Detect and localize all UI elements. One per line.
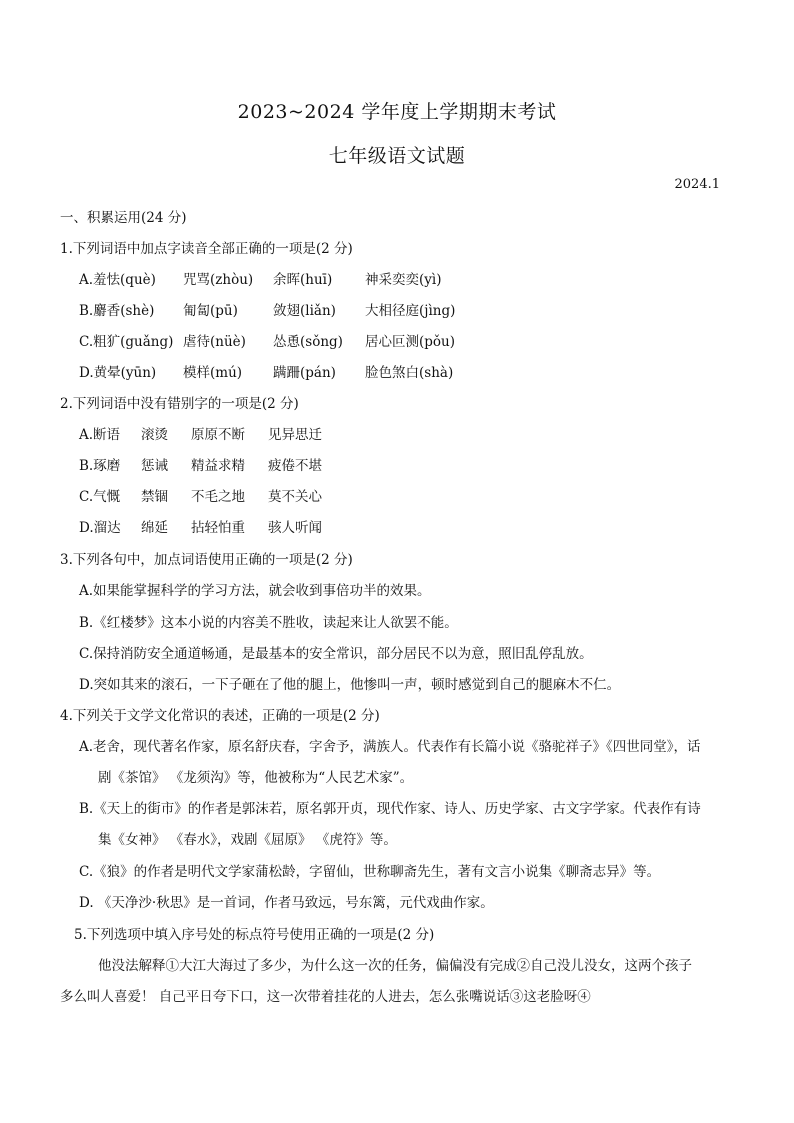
word: 骇人听闻 [268, 520, 322, 536]
word: 怂恿(sǒng) [273, 334, 343, 350]
word: 神采奕奕(yì) [365, 272, 442, 288]
word: A.羞怯(què) [79, 272, 156, 288]
word: B.琢磨 [79, 458, 121, 474]
exam-subtitle: 七年级语文试题 [328, 145, 466, 167]
question-2-option-d [79, 519, 759, 537]
section-heading: 一、积累运用(24 分) [60, 210, 187, 226]
question-5-stem: 5.下列选项中填入序号处的标点符号使用正确的一项是(2 分) [74, 927, 435, 943]
word: A.断语 [79, 427, 121, 443]
word: 疲倦不堪 [268, 458, 322, 474]
word: 见异思迁 [268, 427, 322, 443]
word: 惩诫 [141, 458, 168, 474]
question-1-option-c [79, 333, 759, 351]
word: D.溜达 [79, 520, 121, 536]
question-3-option-b: B.《红楼梦》这本小说的内容美不胜收，读起来让人欲罢不能。 [79, 615, 458, 631]
word: C.气慨 [79, 489, 121, 505]
word: 禁锢 [141, 489, 168, 505]
word: B.麝香(shè) [79, 303, 155, 319]
question-2-stem: 2.下列词语中没有错别字的一项是(2 分) [60, 396, 299, 412]
question-4-option-b: B.《天上的街市》的作者是郭沫若，原名郭开贞，现代作家、诗人、历史学家、古文字学家。代表作有诗 [79, 801, 701, 817]
question-3-stem: 3.下列各句中，加点词语使用正确的一项是(2 分) [60, 552, 353, 568]
word: 精益求精 [191, 458, 245, 474]
question-3-option-a: A.如果能掌握科学的学习方法，就会收到事倍功半的效果。 [79, 583, 431, 599]
word: 不毛之地 [191, 489, 245, 505]
word: 脸色煞白(shà) [365, 365, 454, 381]
question-4-option-d: D. 《天净沙·秋思》是一首词，作者马致远，号东篱，元代戏曲作家。 [79, 895, 494, 911]
word: 居心叵测(pǒu) [365, 334, 455, 350]
word: 原原不断 [191, 427, 245, 443]
word: 莫不关心 [268, 489, 322, 505]
word: 大相径庭(jìng) [365, 303, 456, 319]
exam-date: 2024.1 [674, 177, 720, 192]
word: C.粗犷(guǎng) [79, 334, 174, 350]
word: 咒骂(zhòu) [183, 272, 254, 288]
word: 余晖(huī) [273, 272, 333, 288]
question-2-option-b [79, 457, 759, 475]
word: 绵延 [141, 520, 168, 536]
question-5-passage-line-2: 多么叫人喜爱！ 自己平日夸下口，这一次带着挂花的人进去，怎么张嘴说话③这老脸呀④ [60, 989, 591, 1005]
question-1-stem: 1.下列词语中加点字读音全部正确的一项是(2 分) [60, 241, 353, 257]
question-4-option-a: A.老舍，现代著名作家，原名舒庆春，字舍予，满族人。代表作有长篇小说《骆驼祥子》《四世同堂》，话 [79, 739, 701, 755]
question-4-option-a-continued: 剧《茶馆》 《龙须沟》等，他被称为“人民艺术家”。 [98, 770, 414, 786]
word: 匍匐(pū) [183, 303, 238, 319]
question-3-option-d: D.突如其来的滚石，一下子砸在了他的腿上，他惨叫一声，顿时感觉到自己的腿麻木不仁。 [79, 677, 621, 693]
word: D.黄晕(yūn) [79, 365, 157, 381]
word: 敛翅(liǎn) [273, 303, 336, 319]
exam-title: 2023~2024 学年度上学期期末考试 [237, 101, 557, 123]
question-3-option-c: C.保持消防安全通道畅通，是最基本的安全常识，部分居民不以为意，照旧乱停乱放。 [79, 646, 593, 662]
question-1-option-a [79, 271, 759, 289]
word: 拈轻怕重 [191, 520, 245, 536]
word: 模样(mú) [183, 365, 243, 381]
question-5-passage-line-1: 他没法解释①大江大海过了多少，为什么这一次的任务，偏偏没有完成②自己没儿没女，这两个孩子 [98, 958, 692, 974]
question-4-option-c: C.《狼》的作者是明代文学家蒲松龄，字留仙，世称聊斋先生，著有文言小说集《聊斋志异》等。 [79, 864, 661, 880]
word: 虐待(nüè) [183, 334, 246, 350]
word: 蹒跚(pán) [273, 365, 336, 381]
question-4-option-b-continued: 集《女神》 《春水》，戏剧《屈原》 《虎符》等。 [98, 832, 397, 848]
word: 滚烫 [141, 427, 168, 443]
question-1-option-b [79, 302, 759, 320]
question-2-option-c [79, 488, 759, 506]
question-2-option-a [79, 426, 759, 444]
question-4-stem: 4.下列关于文学文化常识的表述，正确的一项是(2 分) [60, 708, 380, 724]
question-1-option-d [79, 364, 759, 382]
